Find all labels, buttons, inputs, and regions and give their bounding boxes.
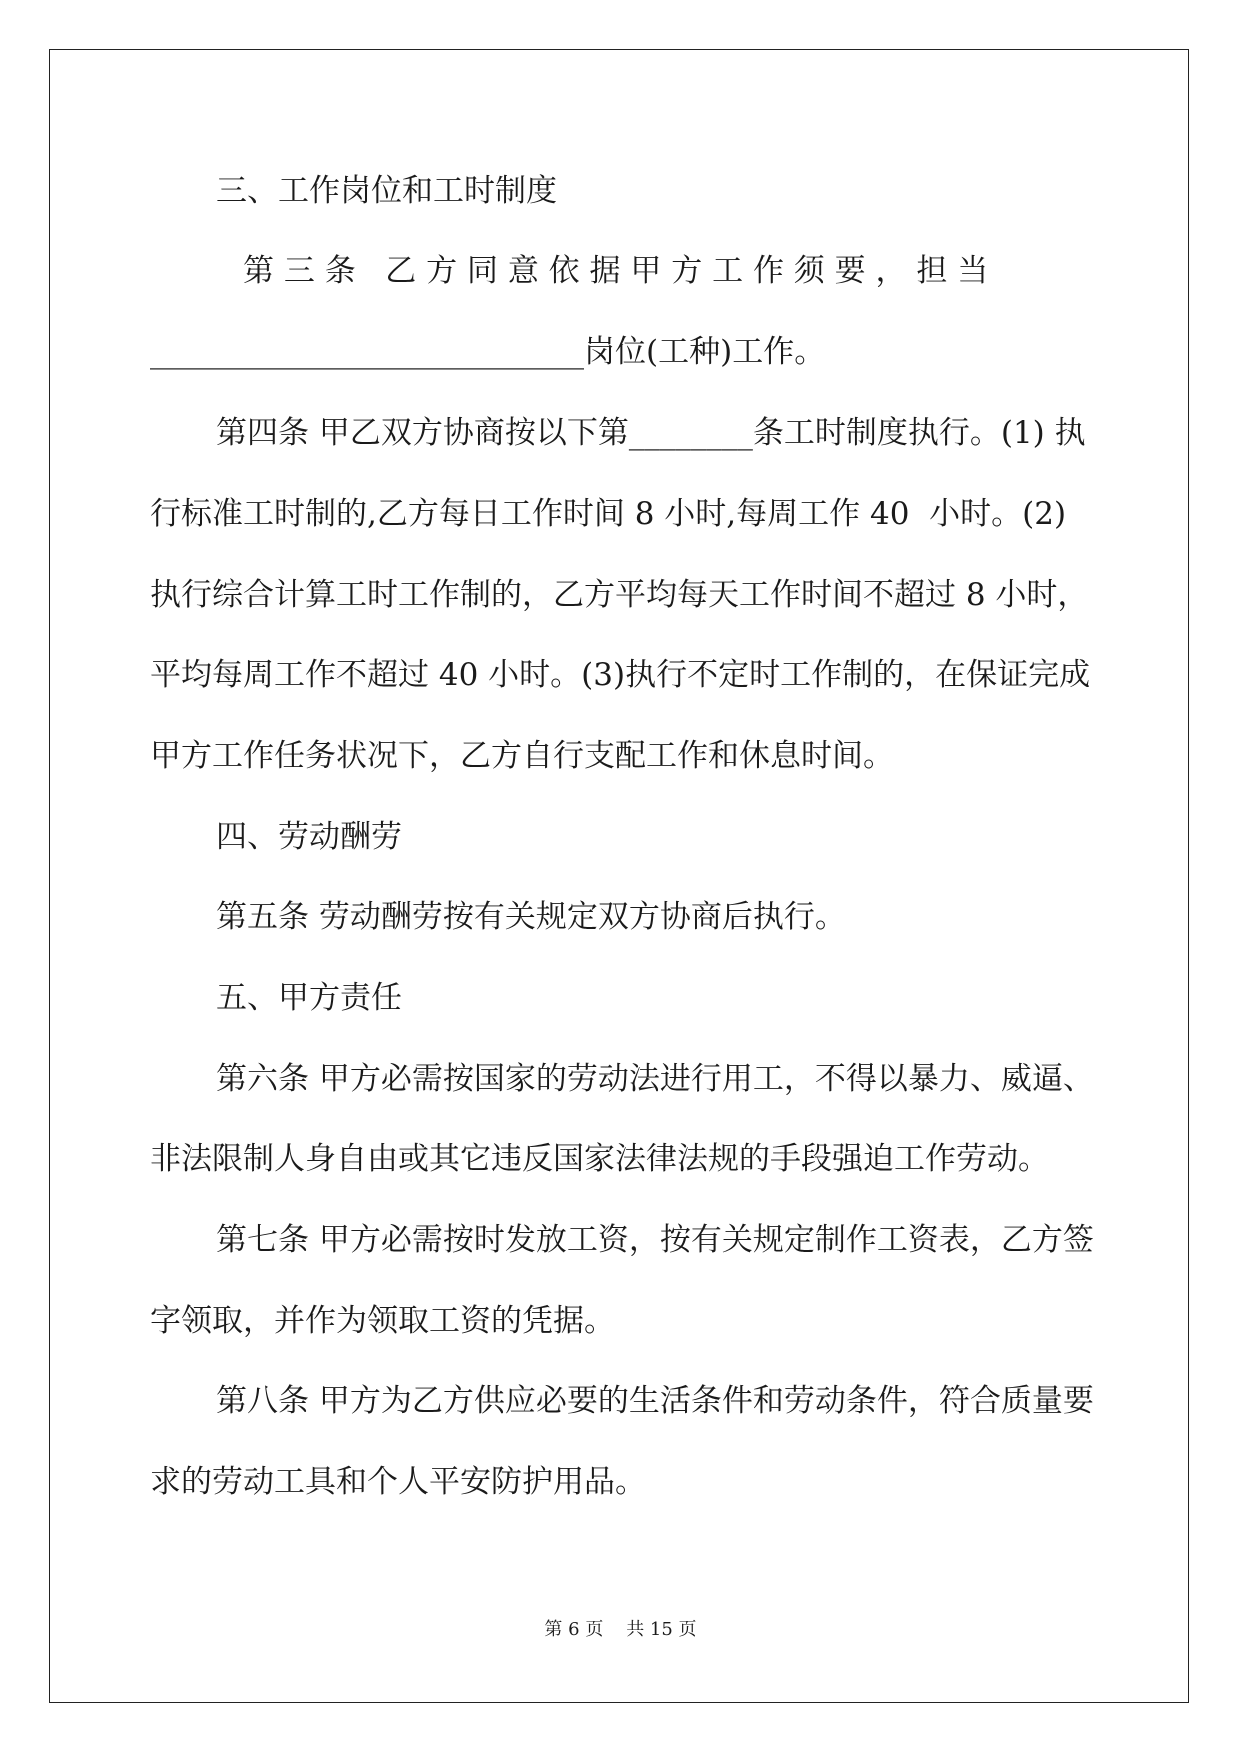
article-3-line-2: ____________________________岗位(工种)工作。	[150, 334, 826, 370]
section-heading-4: 四、劳动酬劳	[216, 819, 402, 855]
article-6-line-1: 第六条 甲方必需按国家的劳动法进行用工，不得以暴力、威逼、	[216, 1061, 1094, 1097]
page-footer: 第 6 页 共 15 页	[544, 1619, 697, 1640]
article-7-line-2: 字领取，并作为领取工资的凭据。	[150, 1303, 615, 1339]
article-4-line-4: 平均每周工作不超过 40 小时。(3)执行不定时工作制的，在保证完成	[150, 657, 1091, 693]
section-heading-5: 五、甲方责任	[216, 980, 402, 1016]
article-5: 第五条 劳动酬劳按有关规定双方协商后执行。	[216, 899, 846, 935]
article-8-line-1: 第八条 甲方为乙方供应必要的生活条件和劳动条件，符合质量要	[216, 1383, 1094, 1419]
section-heading-3: 三、工作岗位和工时制度	[216, 173, 557, 209]
article-4-line-5: 甲方工作任务状况下，乙方自行支配工作和休息时间。	[150, 738, 894, 774]
article-6-line-2: 非法限制人身自由或其它违反国家法律法规的手段强迫工作劳动。	[150, 1141, 1049, 1177]
article-3-line-1: 第 三 条 乙 方 同 意 依 据 甲 方 工 作 须 要 ， 担 当	[243, 253, 989, 289]
article-4-line-1: 第四条 甲乙双方协商按以下第________条工时制度执行。(1) 执	[216, 415, 1086, 451]
article-4-line-3: 执行综合计算工时工作制的，乙方平均每天工作时间不超过 8 小时，	[150, 577, 1089, 613]
article-4-line-2: 行标准工时制的,乙方每日工作时间 8 小时,每周工作 40 小时。(2)	[150, 496, 1067, 532]
article-8-line-2: 求的劳动工具和个人平安防护用品。	[150, 1464, 646, 1500]
article-7-line-1: 第七条 甲方必需按时发放工资，按有关规定制作工资表，乙方签	[216, 1222, 1094, 1258]
page-border	[49, 49, 1189, 1703]
